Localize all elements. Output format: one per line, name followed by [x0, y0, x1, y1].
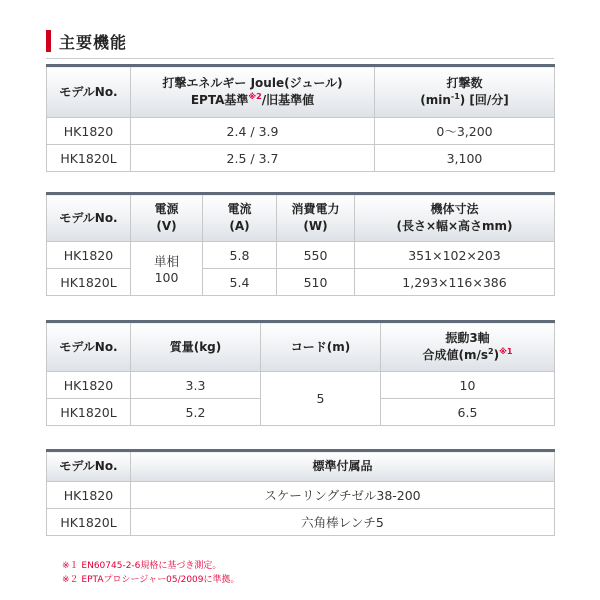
accessory-table-header [47, 451, 555, 482]
model-cell: HK1820L [47, 509, 131, 536]
consumption-header [277, 194, 355, 242]
accessory-table [46, 449, 555, 536]
model-cell: HK1820L [47, 399, 131, 426]
table-row [47, 118, 555, 145]
consumption-label: 消費電力 [291, 202, 340, 216]
old-standard-label: /旧基準値 [261, 93, 315, 107]
power-label: 電源 [154, 202, 179, 216]
vibration-cell: 6.5 [381, 399, 555, 426]
current-unit: (A) [229, 219, 250, 233]
footnote-1: ※１ EN60745-2-6規格に基づき測定。 [62, 561, 222, 571]
consumption-cell: 550 [277, 242, 355, 269]
power-value-line1: 単相 [153, 254, 179, 269]
note-1-marker: ※1 [499, 347, 513, 356]
impact-rate-header [375, 66, 555, 118]
impact-rate-header-line2 [375, 92, 554, 109]
section-heading [46, 29, 127, 53]
dimensions-header [355, 194, 555, 242]
impact-energy-header [131, 66, 375, 118]
energy-cell: 2.4 / 3.9 [131, 118, 375, 145]
vibration-unit-pre: 合成値(m/s [422, 348, 489, 362]
model-cell: HK1820 [47, 118, 131, 145]
power-table-header [47, 194, 555, 242]
power-table [46, 192, 555, 296]
vibration-label: 振動3軸 [445, 331, 490, 345]
heading-text: 主要機能 [59, 32, 128, 52]
rate-unit-pre: (min [420, 93, 451, 107]
model-cell: HK1820L [47, 269, 131, 296]
table-row [47, 509, 555, 536]
model-header: モデルNo. [47, 66, 131, 118]
current-header [203, 194, 277, 242]
mass-table [46, 320, 555, 426]
mass-cell: 3.3 [131, 372, 261, 399]
note-2-marker: ※2 [248, 92, 262, 101]
model-cell: HK1820 [47, 372, 131, 399]
rate-unit-post: ) [回/分] [459, 93, 509, 107]
impact-energy-header-line2 [131, 92, 374, 109]
model-header: モデルNo. [47, 194, 131, 242]
vibration-cell: 10 [381, 372, 555, 399]
vibration-unit-post: ) [493, 348, 500, 362]
model-header: モデルNo. [47, 322, 131, 372]
model-cell: HK1820 [47, 482, 131, 509]
mass-cell: 5.2 [131, 399, 261, 426]
table-row [47, 242, 555, 269]
current-cell: 5.4 [203, 269, 277, 296]
dimensions-cell: 1,293×116×386 [355, 269, 555, 296]
rate-cell: 0〜3,200 [375, 118, 555, 145]
impact-energy-header-line1: 打撃エネルギー Joule(ジュール) [162, 76, 343, 90]
power-value-line2: 100 [154, 270, 179, 285]
table-row [47, 482, 555, 509]
dimensions-label: 機体寸法 [430, 202, 479, 216]
dimensions-unit: (長さ×幅×高さmm) [396, 219, 513, 233]
vibration-unit [381, 347, 554, 364]
power-header [131, 194, 203, 242]
energy-table [46, 64, 555, 172]
model-cell: HK1820 [47, 242, 131, 269]
accessory-cell: 六角棒レンチ5 [131, 509, 555, 536]
current-cell: 5.8 [203, 242, 277, 269]
energy-cell: 2.5 / 3.7 [131, 145, 375, 172]
accessory-header: 標準付属品 [131, 451, 555, 482]
consumption-unit: (W) [303, 219, 328, 233]
vibration-unit-sup: 2 [488, 347, 494, 356]
energy-table-header [47, 66, 555, 118]
epta-label: EPTA基準 [190, 93, 249, 107]
current-label: 電流 [227, 202, 252, 216]
rate-unit-sup: -1 [450, 92, 460, 101]
accessory-cell: スケーリングチゼル38-200 [131, 482, 555, 509]
rate-cell: 3,100 [375, 145, 555, 172]
model-header: モデルNo. [47, 451, 131, 482]
power-value-cell [131, 242, 203, 296]
cord-header: コード(m) [261, 322, 381, 372]
mass-table-header [47, 322, 555, 372]
table-row [47, 372, 555, 399]
heading-divider [46, 58, 554, 59]
heading-accent-bar [46, 30, 51, 52]
model-cell: HK1820L [47, 145, 131, 172]
mass-header: 質量(kg) [131, 322, 261, 372]
impact-rate-header-line1: 打撃数 [446, 76, 483, 90]
table-row [47, 269, 555, 296]
power-unit: (V) [156, 219, 177, 233]
footnote-2: ※２ EPTAプロシージャー05/2009に準拠。 [62, 575, 240, 585]
dimensions-cell: 351×102×203 [355, 242, 555, 269]
vibration-header [381, 322, 555, 372]
table-row [47, 145, 555, 172]
cord-value-cell: 5 [261, 372, 381, 426]
consumption-cell: 510 [277, 269, 355, 296]
